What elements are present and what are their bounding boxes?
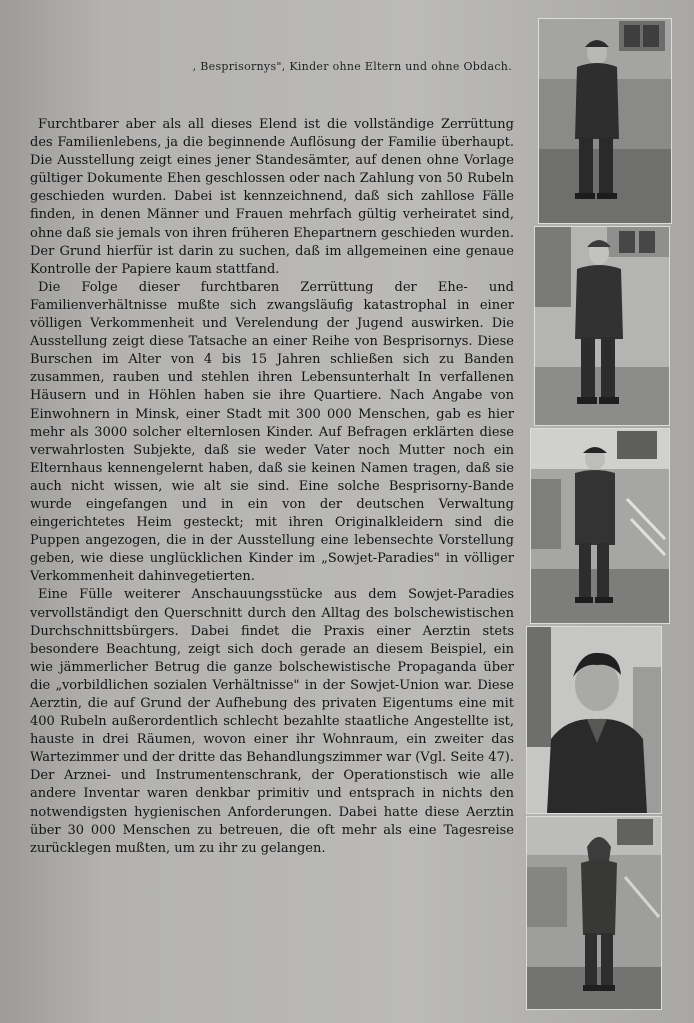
photo-boy-1 [538, 18, 672, 224]
photo-boy-3 [530, 428, 670, 624]
photo-boy-2 [534, 226, 670, 426]
article-body [30, 116, 514, 858]
photo-boy-portrait [526, 626, 662, 814]
paragraph-besprisornys: Die Folge dieser furchtbaren Zerrüttung der Ehe- und Familienverhältnisse mußte sich zwangsläufig katastrophal in einer völligen Verkommenheit und Verelendung der Jugend auswirken. Die Ausstellung zeigt diese Tatsache an einer Reihe von Besprisornys. Diese Burschen im Alter von 4 bis 15 Jahren schließen sich zu Banden zusammen, rauben und stehlen ihren Lebensunterhalt In verfallenen Häusern und in Höhlen haben sie ihre Quartiere. Nach Angabe von Einwohnern in Minsk, einer Stadt mit 300 000 Menschen, gab es hier mehr als 3000 solcher elternlosen Kinder. Auf Befragen erklärten diese verwahrlosten Subjekte, daß sie weder Vater noch Mutter noch ein Elternhaus kennengelernt haben, daß sie keinen Namen tragen, daß sie auch nicht wissen, wie alt sie sind. Eine solche Besprisorny-Bande wurde eingefangen und in ein von der deutschen Verwaltung eingerichtetes Heim gesteckt; mit ihren Originalkleidern sind die Puppen angezogen, die in der Ausstellung eine lebensechte Vorstellung geben, wie diese unglücklichen Kinder im „Sowjet-Paradies" in völliger Verkommenheit dahinvegetierten. [30, 279, 514, 585]
paragraph-doctor-practice: Eine Fülle weiterer Anschauungsstücke aus dem Sowjet-Paradies vervollständigt den Querschnitt durch den Alltag des bolschewistischen Durchschnittsbürgers. Dabei findet die Praxis einer Aerztin stets besondere Beachtung, zeigt sich doch gerade an diesem Beispiel, ein wie jämmerlicher Betrug die ganze bolschewistische Propaganda über die „vorbildlichen sozialen Verhältnisse" in der Sowjet-Union war. Diese Aerztin, die auf Grund der Aufhebung des privaten Eigentums eine mit 400 Rubeln außerordentlich schlecht bezahlte staatliche Angestellte ist, hauste in drei Räumen, wovon einer ihr Wohnraum, ein zweiter das Wartezimmer und der dritte das Behandlungszimmer war (Vgl. Seite 47). Der Arznei- und Instrumentenschrank, der Operationstisch wie alle andere Inventar waren denkbar primitiv und entsprach in nichts den notwendigsten hygienischen Anforderungen. Dabei hatte diese Aerztin über 30 000 Menschen zu betreuen, die oft mehr als eine Tagesreise zurücklegen mußten, um zu ihr zu gelangen. [30, 587, 514, 856]
photo-child-hood [526, 816, 662, 1010]
paragraph-family-breakdown: Furchtbarer aber als all dieses Elend ist die vollständige Zerrüttung des Familienlebens, ja die beginnende Auflösung der Familie überhaupt. Die Ausstellung zeigt eines jener Standesämter, auf denen ohne Vorlage gültiger Dokumente Ehen geschlossen oder nach Zahlung von 50 Rubeln geschieden wurden. Dabei ist kennzeichnend, daß sich zahllose Fälle finden, in denen Männer und Frauen mehrfach gültig verheiratet sind, ohne daß sie jemals von ihren früheren Ehepartnern geschieden wurden. Der Grund hierfür ist darin zu suchen, daß im allgemeinen eine genaue Kontrolle der Papiere kaum stattfand. [30, 117, 514, 277]
photo-column [522, 18, 672, 1010]
photo-caption: , Besprisornys", Kinder ohne Eltern und ohne Obdach. [192, 60, 512, 73]
